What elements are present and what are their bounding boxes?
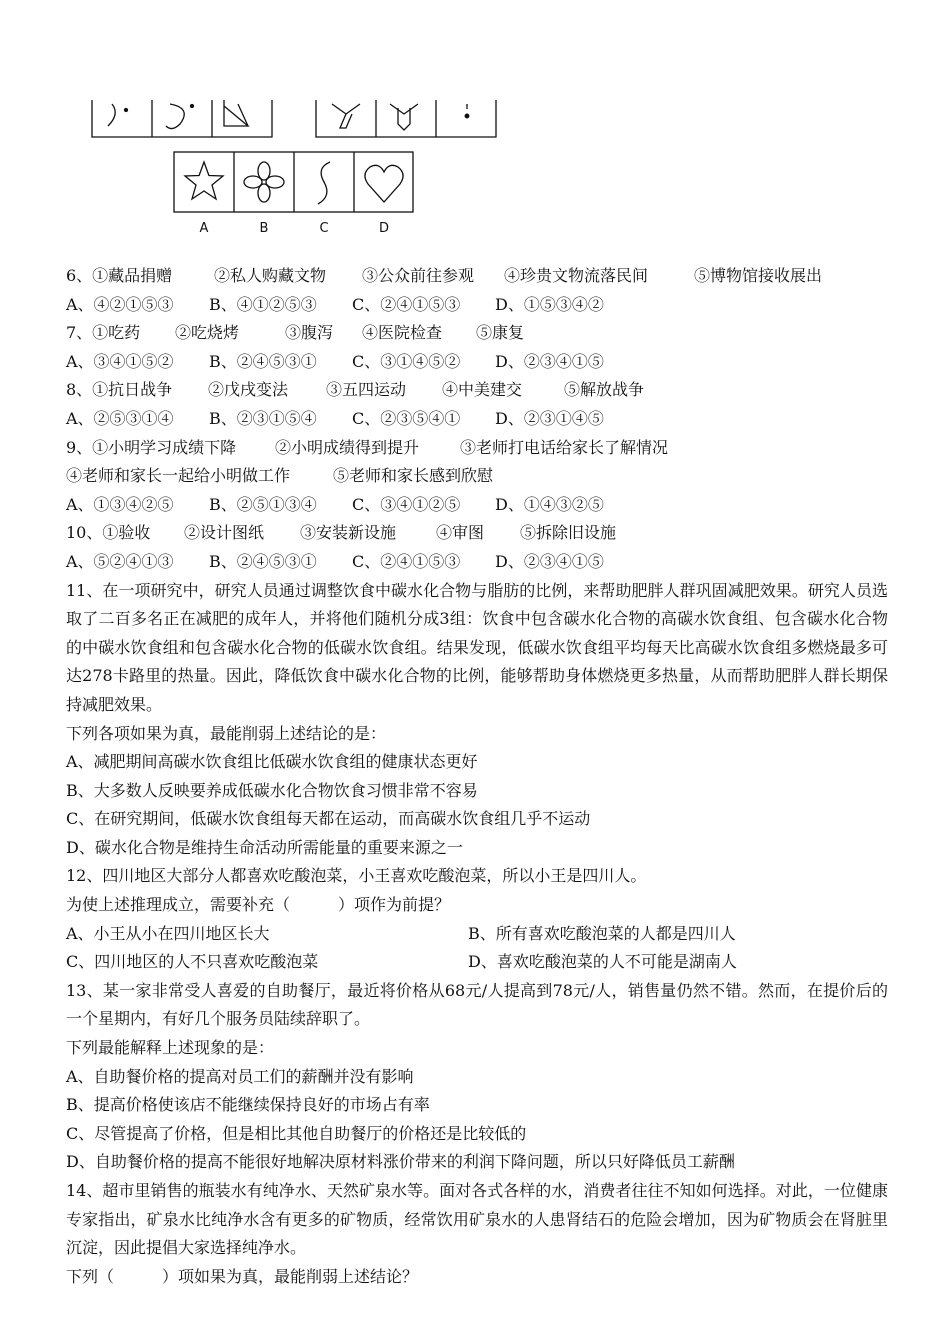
top-left-group [92, 100, 272, 137]
partial-moon-shape [166, 104, 184, 129]
option-label-b: B [259, 221, 269, 236]
q13-option-b: B、提高价格使该店不能继续保持良好的市场占有率 [66, 1095, 430, 1115]
partial-angle-shape [224, 100, 248, 126]
q12-options-row-2: C、四川地区的人不只喜欢吃酸泡菜 D、喜欢吃酸泡菜的人不可能是湖南人 [66, 952, 737, 972]
q10-options: A、⑤②④①③ B、②④⑤③① C、②④①⑤③ D、②③④①⑤ [66, 551, 604, 571]
answer-options-row [174, 152, 413, 212]
q12-stem: 12、四川地区大部分人都喜欢吃酸泡菜，小王喜欢吃酸泡菜，所以小王是四川人。 [66, 866, 647, 886]
option-label-a: A [199, 221, 209, 236]
q13-option-c: C、尽管提高了价格，但是相比其他自助餐厅的价格还是比较低的 [66, 1123, 527, 1143]
top-right-group [316, 100, 496, 137]
flower-cross-icon [244, 162, 284, 202]
q8-items: 8、①抗日战争 ②戊戌变法 ③五四运动 ④中美建交 ⑤解放战争 [66, 380, 645, 400]
q7-options: A、③④①⑤② B、②④⑤③① C、③①④⑤② D、②③④①⑤ [66, 351, 604, 371]
figure-reasoning-puzzle [0, 0, 950, 250]
q10-items: 10、①验收 ②设计图纸 ③安装新设施 ④审图 ⑤拆除旧设施 [66, 523, 617, 543]
q12-question: 为使上述推理成立，需要补充（ ）项作为前提？ [66, 895, 451, 915]
q14-question: 下列（ ）项如果为真，最能削弱上述结论？ [66, 1266, 419, 1286]
star-icon [185, 162, 223, 199]
partial-diamond-shape [332, 104, 360, 128]
q11-option-c: C、在研究期间，低碳水饮食组每天都在运动，而高碳水饮食组几乎不运动 [66, 809, 591, 829]
q13-stem: 13、某一家非常受人喜爱的自助餐厅，最近将价格从68元/人提高到78元/人，销售量仍然不错。然而，在提价后的一个星期内，有好几个服务员陆续辞职了。 [66, 980, 888, 1029]
q11-question: 下列各项如果为真，最能削弱上述结论的是： [66, 723, 387, 743]
q13-option-d: D、自助餐价格的提高不能很好地解决原材料涨价带来的利润下降问题，所以只好降低员工薪酬 [66, 1152, 735, 1172]
q11-option-a: A、减肥期间高碳水饮食组比低碳水饮食组的健康状态更好 [66, 752, 478, 772]
partial-arrow-shape [390, 104, 418, 130]
option-label-d: D [378, 221, 390, 236]
q9-items: 9、①小明学习成绩下降 ②小明成绩得到提升 ③老师打电话给家长了解情况 [66, 437, 669, 457]
question-mark-dot [465, 114, 469, 118]
q6-items: 6、①藏品捐赠 ②私人购藏文物 ③公众前往参观 ④珍贵文物流落民间 ⑤博物馆接收展出 [66, 266, 823, 285]
option-label-c: C [319, 221, 329, 236]
question-text-block [66, 262, 888, 1291]
q14-stem: 14、超市里销售的瓶装水有纯净水、天然矿泉水等。面对各式各样的水，消费者往往不知如何选择。对此，一位健康专家指出，矿泉水比纯净水含有更多的矿物质，经常饮用矿泉水的人患肾结石的危险会增加，因为矿物质会在肾脏里沉淀，因此提倡大家选择纯净水。 [66, 1181, 888, 1258]
q11-option-b: B、大多数人反映要养成低碳水化合物饮食习惯非常不容易 [66, 780, 478, 800]
q11-option-d: D、碳水化合物是维持生命活动所需能量的重要来源之一 [66, 837, 463, 857]
q6-options: A、④②①⑤③ B、④①②⑤③ C、②④①⑤③ D、①⑤③④② [66, 294, 604, 314]
q9-options: A、①③④②⑤ B、②⑤①③④ C、③④①②⑤ D、①④③②⑤ [66, 494, 604, 514]
partial-curve-shape [108, 104, 115, 126]
heart-icon [365, 165, 403, 202]
q9-items-2: ④老师和家长一起给小明做工作 ⑤老师和家长感到欣慰 [66, 466, 494, 486]
q7-items: 7、①吃药 ②吃烧烤 ③腹泻 ④医院检查 ⑤康复 [66, 323, 525, 343]
q13-option-a: A、自助餐价格的提高对员工们的薪酬并没有影响 [66, 1066, 414, 1086]
q11-stem: 11、在一项研究中，研究人员通过调整饮食中碳水化合物与脂肪的比例，来帮助肥胖人群巩固减肥效果。研究人员选取了二百多名正在减肥的成年人，并将他们随机分成3组：饮食中包含碳水化合物的高碳水饮食组、包含碳水化合物的中碳水饮食组和包含碳水化合物的低碳水饮食组。结果发现，低碳水饮食组平均每天比高碳水饮食组多燃烧最多可达278卡路里的热量。因此，降低饮食中碳水化合物的比例，能够帮助身体燃烧更多热量，从而帮助肥胖人群长期保持减肥效果。 [66, 580, 888, 714]
s-curve-icon [318, 162, 330, 204]
q8-options: A、②⑤③①④ B、②③①⑤④ C、②③⑤④① D、②③①④⑤ [66, 408, 604, 428]
q13-question: 下列最能解释上述现象的是： [66, 1038, 275, 1058]
q12-options-row-1: A、小王从小在四川地区长大 B、所有喜欢吃酸泡菜的人都是四川人 [66, 923, 736, 943]
